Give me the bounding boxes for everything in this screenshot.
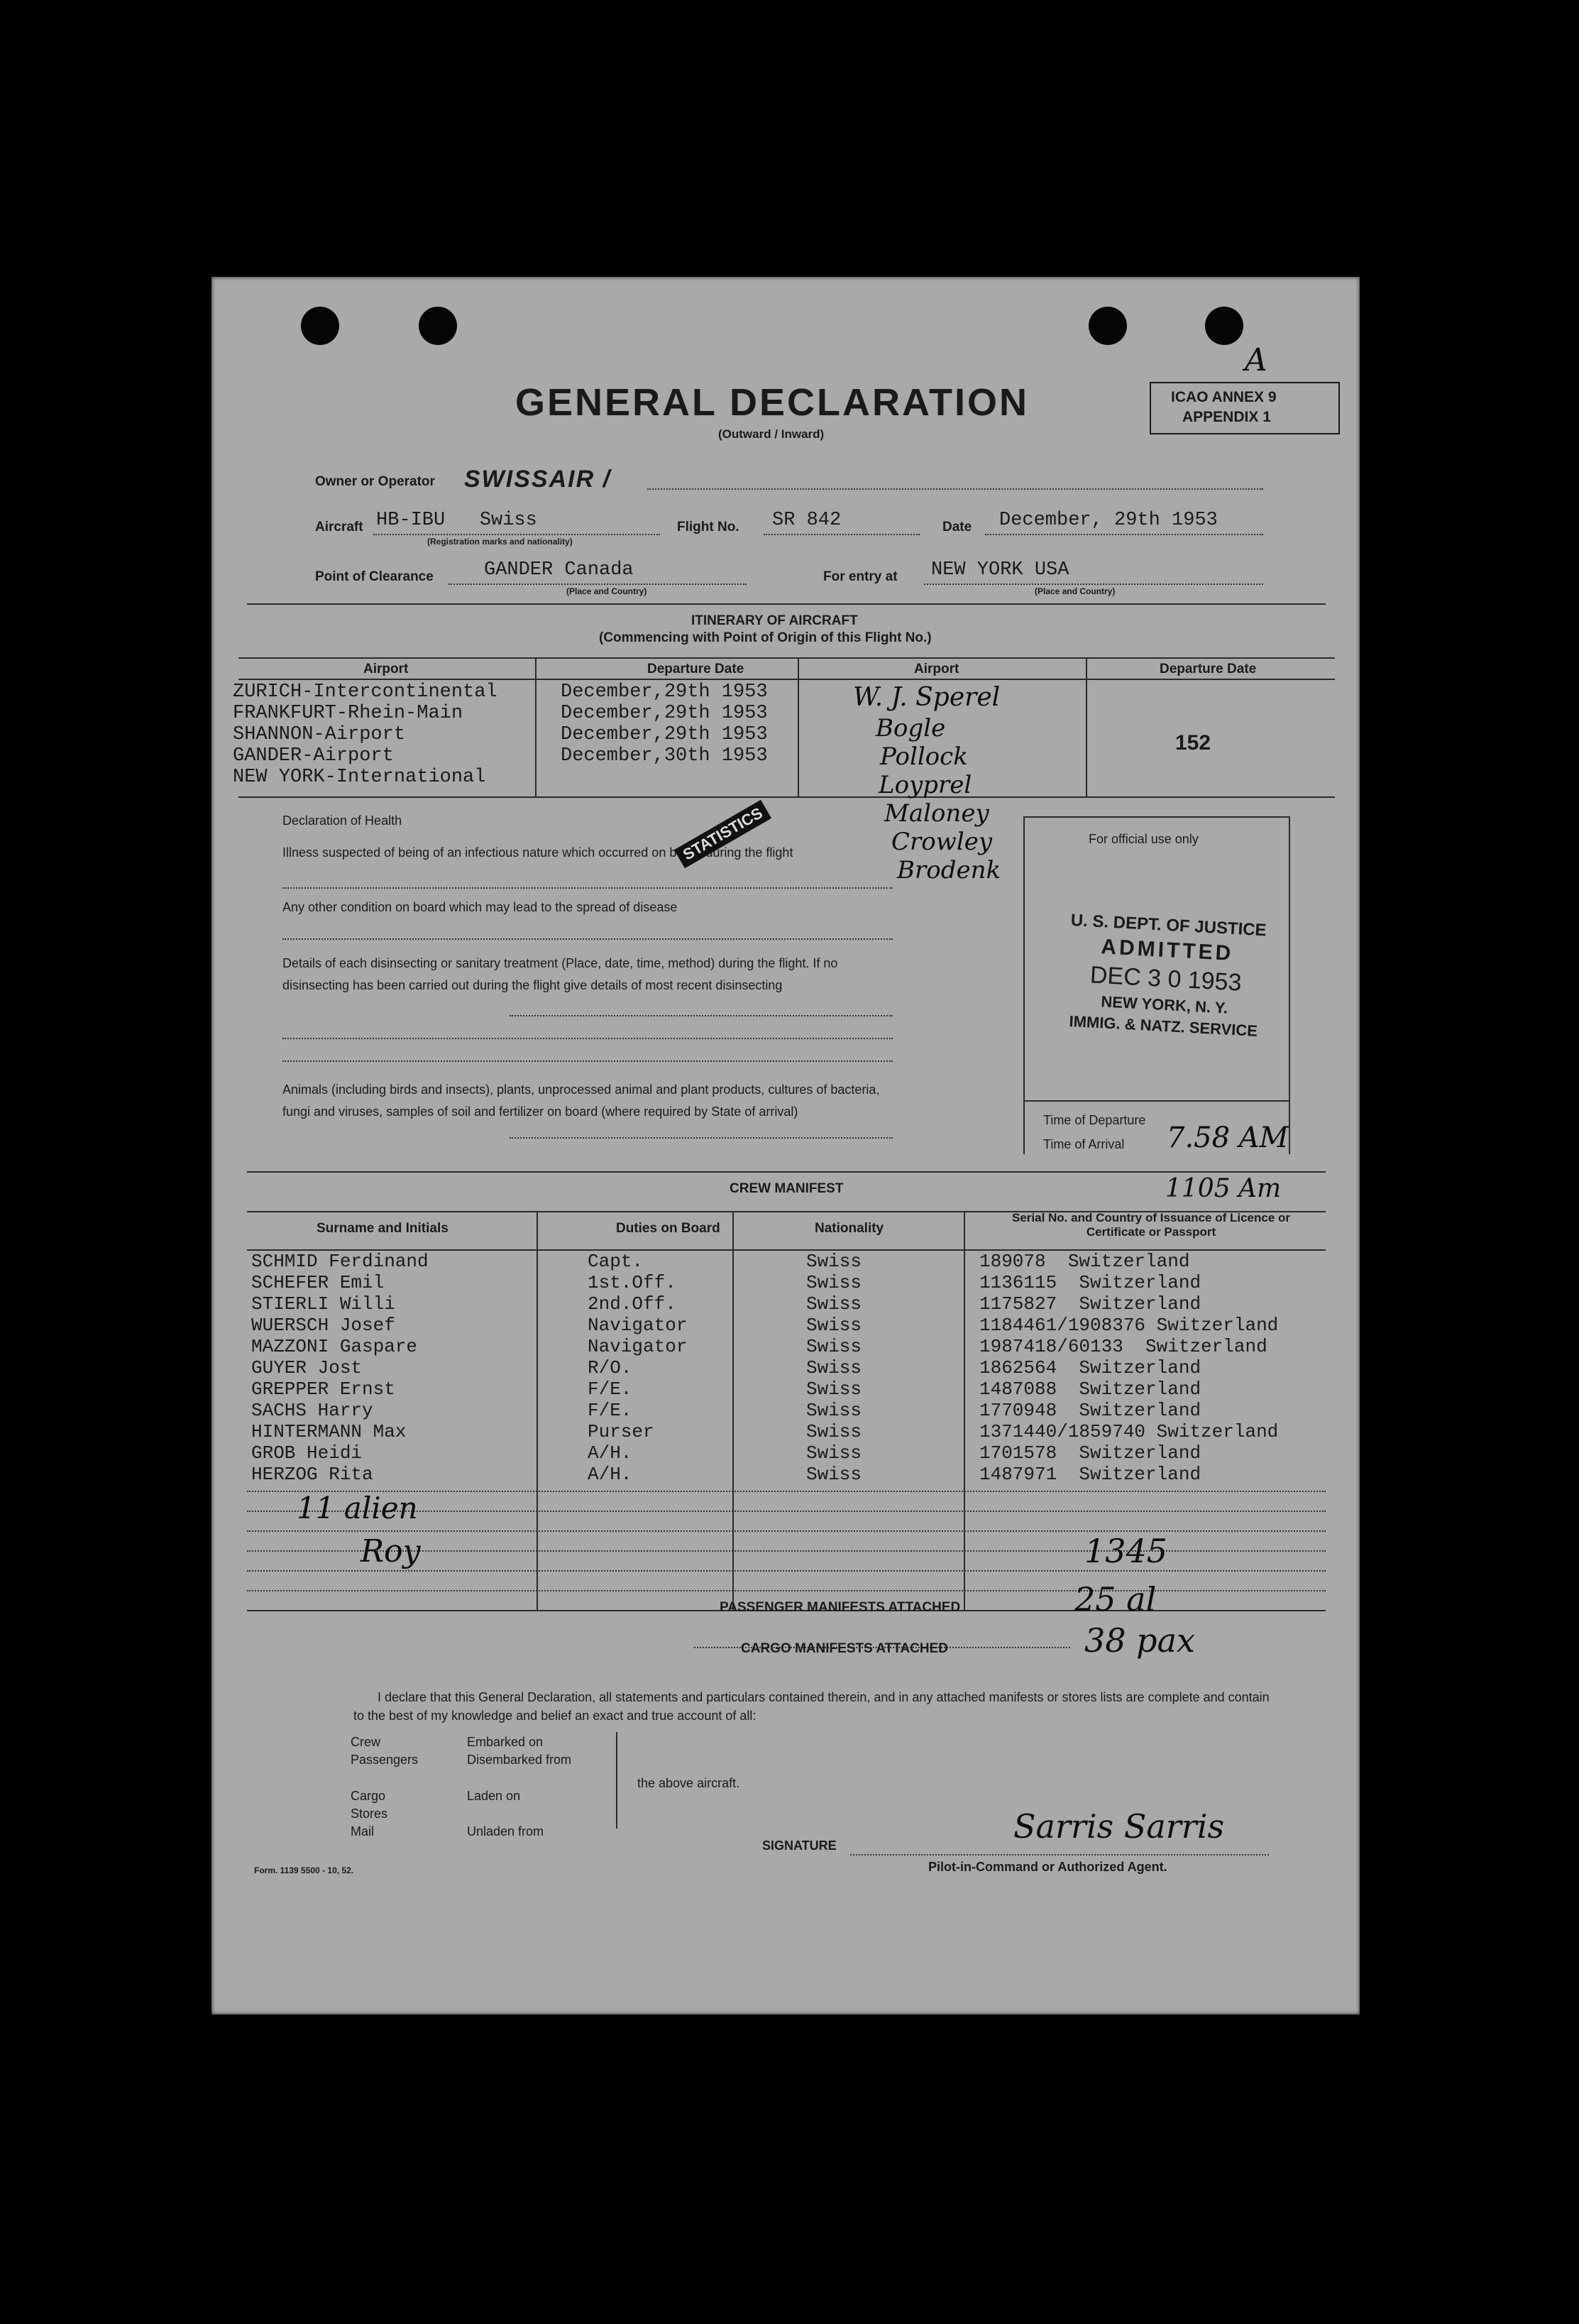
- official-rule: [1023, 816, 1289, 818]
- declaration-embarked: Embarked on: [467, 1735, 544, 1749]
- punch-hole: [301, 307, 339, 345]
- crew-nationality: Swiss: [806, 1272, 862, 1293]
- handwritten-name: Pollock: [880, 742, 968, 771]
- crew-nationality: Swiss: [806, 1442, 862, 1464]
- aircraft-value: HB-IBU Swiss: [376, 510, 537, 531]
- handwritten-initial: Roy: [361, 1533, 421, 1569]
- crew-nationality: Swiss: [806, 1357, 862, 1378]
- stamp-line: ADMITTED: [1100, 935, 1235, 965]
- crew-serial: 1371440/1859740 Switzerland: [979, 1421, 1279, 1442]
- crew-name: GREPPER Ernst: [251, 1378, 395, 1400]
- stamp-line: NEW YORK, N. Y.: [1100, 992, 1228, 1017]
- entry-value: NEW YORK USA: [931, 559, 1069, 581]
- crew-nationality: Swiss: [806, 1464, 862, 1485]
- health-q1: Illness suspected of being of an infectious nature which occurred on board during the flight: [282, 845, 793, 860]
- itinerary-col-airport: Airport: [363, 662, 409, 676]
- official-rule: [1023, 1100, 1289, 1102]
- itinerary-airport: FRANKFURT-Rhein-Main: [233, 703, 463, 724]
- declaration-mid: [467, 1733, 571, 1841]
- declaration-text: I declare that this General Declaration, all statements and particulars contained therein, and in any attached manifests or stores lists are complete and contain to the best of my knowledge and belief an exact and true account of all:: [353, 1690, 1270, 1723]
- crew-nationality: Swiss: [806, 1293, 862, 1315]
- health-q3: Details of each disinsecting or sanitary treatment (Place, date, time, method) during the flight. If no disinsecting has been carried out during the flight give details of most recent disinsecting: [282, 956, 838, 992]
- blank-crew-line: [247, 1570, 1326, 1572]
- itinerary-date: December,29th 1953: [561, 703, 768, 724]
- crew-duty: F/E.: [588, 1378, 632, 1400]
- answer-line: [510, 1137, 893, 1139]
- itinerary-divider: [798, 657, 799, 796]
- owner-value: SWISSAIR /: [464, 466, 612, 493]
- agent-label: Pilot-in-Command or Authorized Agent.: [928, 1860, 1167, 1874]
- crew-col-serial: Serial No. and Country of Issuance of Licence or Certificate or Passport: [1011, 1211, 1291, 1239]
- crew-duty: R/O.: [588, 1357, 632, 1378]
- crew-serial: 1770948 Switzerland: [979, 1400, 1201, 1421]
- entry-line: [924, 583, 1263, 585]
- health-q2: Any other condition on board which may lead to the spread of disease: [282, 900, 678, 914]
- rule: [238, 679, 1335, 680]
- punch-hole: [1089, 307, 1127, 345]
- date-label: Date: [942, 520, 972, 535]
- passenger-manifests-label: PASSENGER MANIFESTS ATTACHED: [720, 1600, 961, 1615]
- statistics-stamp: STATISTICS: [674, 800, 771, 869]
- crew-serial: 1487971 Switzerland: [979, 1464, 1201, 1485]
- crew-serial: 1184461/1908376 Switzerland: [979, 1315, 1279, 1336]
- clearance-sub: (Place and Country): [566, 586, 647, 596]
- crew-duty: A/H.: [588, 1442, 632, 1464]
- admitted-stamp: [1046, 909, 1286, 1041]
- official-divider: [1289, 816, 1290, 1154]
- crew-duty: F/E.: [588, 1400, 632, 1421]
- declaration-cargo: Cargo: [351, 1789, 386, 1803]
- health-heading: Declaration of Health: [282, 813, 402, 828]
- crew-nationality: Swiss: [806, 1378, 862, 1400]
- form-subtitle: (Outward / Inward): [718, 427, 825, 441]
- rule: [238, 657, 1335, 659]
- crew-name: GUYER Jost: [251, 1357, 363, 1378]
- crew-serial: 1701578 Switzerland: [979, 1442, 1201, 1464]
- crew-duty: A/H.: [588, 1464, 632, 1485]
- declaration-right: the above aircraft.: [637, 1776, 740, 1790]
- extra-handwritten-time: 1105 Am: [1165, 1174, 1282, 1203]
- flight-label: Flight No.: [677, 520, 739, 535]
- declaration-left: [351, 1733, 418, 1841]
- official-divider: [1023, 816, 1025, 1154]
- crew-name: WUERSCH Josef: [251, 1315, 395, 1336]
- annex-line-1: ICAO ANNEX 9: [1171, 389, 1277, 405]
- itinerary-col-airport-2: Airport: [914, 662, 959, 676]
- itinerary-airport: SHANNON-Airport: [233, 724, 406, 745]
- handwritten-name: W. J. Sperel: [853, 683, 1001, 712]
- crew-name: SCHEFER Emil: [251, 1272, 385, 1293]
- clearance-label: Point of Clearance: [315, 569, 434, 584]
- corner-mark: A: [1245, 342, 1267, 378]
- crew-col-nat: Nationality: [815, 1221, 884, 1236]
- cargo-manifests-label: CARGO MANIFESTS ATTACHED: [741, 1641, 949, 1656]
- stamp-line: IMMIG. & NATZ. SERVICE: [1068, 1012, 1258, 1040]
- declaration-unladen: Unladen from: [467, 1824, 544, 1838]
- declaration-mail: Mail: [351, 1824, 375, 1838]
- declaration-passengers: Passengers: [351, 1753, 419, 1767]
- declaration-crew: Crew: [351, 1735, 381, 1749]
- crew-serial: 189078 Switzerland: [979, 1251, 1190, 1272]
- crew-duty: Capt.: [588, 1251, 644, 1272]
- form-title: GENERAL DECLARATION: [515, 381, 1030, 424]
- handwritten-time: 1345: [1084, 1532, 1168, 1570]
- itinerary-date: December,29th 1953: [561, 724, 768, 745]
- owner-line: [647, 488, 1263, 490]
- declaration-brace: [616, 1732, 617, 1829]
- handwritten-name: Maloney: [884, 799, 989, 828]
- handwritten-name: Bogle: [876, 714, 946, 742]
- answer-line: [282, 887, 893, 889]
- health-q4: Animals (including birds and insects), plants, unprocessed animal and plant products, cultures of bacteria, fungi and viruses, samples of soil and fertilizer on board (where required by State of arrival): [282, 1082, 880, 1119]
- declaration-disembarked: Disembarked from: [467, 1753, 572, 1767]
- signature-label: SIGNATURE: [762, 1838, 837, 1853]
- date-line: [985, 534, 1263, 535]
- punch-hole: [419, 307, 457, 345]
- answer-line: [510, 1015, 893, 1016]
- crew-nationality: Swiss: [806, 1400, 862, 1421]
- answer-line: [282, 938, 893, 940]
- crew-serial: 1862564 Switzerland: [979, 1357, 1201, 1378]
- crew-name: HERZOG Rita: [251, 1464, 373, 1485]
- handwritten-name: Brodenk: [897, 856, 1001, 884]
- flight-value: SR 842: [772, 510, 842, 531]
- crew-name: MAZZONI Gaspare: [251, 1336, 418, 1357]
- itinerary-airport: GANDER-Airport: [233, 745, 394, 767]
- blank-crew-line: [247, 1590, 1326, 1591]
- itinerary-subheading: (Commencing with Point of Origin of this Flight No.): [599, 630, 932, 645]
- crew-duty: 1st.Off.: [588, 1272, 676, 1293]
- crew-duty: Navigator: [588, 1336, 688, 1357]
- handwritten-name: Loyprel: [879, 771, 972, 799]
- crew-name: SCHMID Ferdinand: [251, 1251, 429, 1272]
- itinerary-col-date-2: Departure Date: [1160, 662, 1257, 676]
- rule: [247, 603, 1326, 605]
- answer-line: [282, 1038, 893, 1039]
- itinerary-airport: ZURICH-Intercontinental: [233, 681, 497, 703]
- itinerary-col-date: Departure Date: [647, 662, 744, 676]
- punch-hole: [1205, 307, 1243, 345]
- crew-serial: 1175827 Switzerland: [979, 1293, 1201, 1315]
- signature-line: [850, 1854, 1269, 1856]
- crew-duty: Purser: [588, 1421, 654, 1442]
- clearance-value: GANDER Canada: [484, 559, 634, 581]
- arrival-time-value: 7.58 AM: [1167, 1122, 1289, 1154]
- crew-name: SACHS Harry: [251, 1400, 373, 1421]
- annex-box: [1150, 382, 1340, 434]
- itinerary-date: December,29th 1953: [561, 681, 768, 703]
- crew-name: HINTERMANN Max: [251, 1421, 407, 1442]
- stamp-line: U. S. DEPT. OF JUSTICE: [1070, 910, 1267, 941]
- crew-serial: 1487088 Switzerland: [979, 1378, 1201, 1400]
- aircraft-label: Aircraft: [315, 520, 363, 535]
- crew-nationality: Swiss: [806, 1336, 862, 1357]
- itinerary-airport: NEW YORK-International: [233, 767, 486, 788]
- date-value: December, 29th 1953: [999, 510, 1218, 531]
- entry-label: For entry at: [823, 569, 898, 584]
- rule: [247, 1171, 1326, 1173]
- crew-nationality: Swiss: [806, 1251, 862, 1272]
- answer-line: [282, 1060, 893, 1062]
- crew-serial: 1987418/60133 Switzerland: [979, 1336, 1267, 1357]
- crew-name: STIERLI Willi: [251, 1293, 395, 1315]
- aircraft-line: [373, 534, 660, 535]
- crew-col-duty: Duties on Board: [616, 1221, 720, 1236]
- form-number: Form. 1139 5500 - 10, 52.: [254, 1865, 354, 1875]
- rule: [238, 796, 1335, 798]
- flight-line: [764, 534, 920, 535]
- departure-time-label: Time of Departure: [1043, 1113, 1146, 1127]
- crew-serial: 1136115 Switzerland: [979, 1272, 1201, 1293]
- clearance-line: [449, 583, 747, 585]
- itinerary-divider: [1086, 657, 1087, 796]
- declaration-sheet: [211, 277, 1360, 2015]
- stamp-line: DEC 3 0 1953: [1089, 961, 1243, 997]
- handwritten-count: 11 alien: [297, 1491, 418, 1525]
- entry-sub: (Place and Country): [1035, 586, 1116, 596]
- count-mark: 152: [1175, 731, 1211, 755]
- signature-value: Sarris Sarris: [1013, 1807, 1225, 1846]
- declaration-stores: Stores: [351, 1807, 388, 1821]
- itinerary-divider: [535, 657, 537, 796]
- crew-heading: CREW MANIFEST: [730, 1181, 844, 1196]
- declaration-laden: Laden on: [467, 1789, 521, 1803]
- arrival-time-label: Time of Arrival: [1043, 1137, 1125, 1151]
- itinerary-heading: ITINERARY OF AIRCRAFT: [691, 613, 858, 628]
- itinerary-date: December,30th 1953: [561, 745, 768, 767]
- annex-line-2: APPENDIX 1: [1182, 409, 1271, 425]
- crew-nationality: Swiss: [806, 1315, 862, 1336]
- passenger-manifests-value: 25 al: [1074, 1580, 1157, 1618]
- crew-name: GROB Heidi: [251, 1442, 363, 1464]
- handwritten-name: Crowley: [891, 828, 993, 856]
- crew-col-name: Surname and Initials: [317, 1221, 449, 1236]
- crew-duty: 2nd.Off.: [588, 1293, 676, 1315]
- crew-nationality: Swiss: [806, 1421, 862, 1442]
- owner-label: Owner or Operator: [315, 474, 435, 489]
- crew-duty: Navigator: [588, 1315, 688, 1336]
- official-heading: For official use only: [1089, 832, 1199, 846]
- cargo-manifests-value: 38 pax: [1084, 1621, 1195, 1660]
- aircraft-sub: (Registration marks and nationality): [427, 537, 573, 547]
